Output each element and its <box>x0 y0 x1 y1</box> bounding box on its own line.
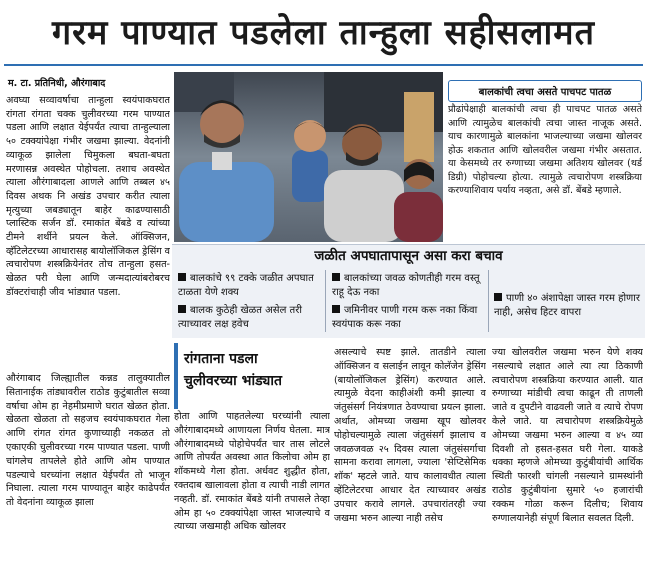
bullet-square-icon <box>178 273 186 281</box>
tip-item-2 <box>178 304 322 331</box>
bullet-square-icon <box>494 293 502 301</box>
tip-item-5 <box>494 292 642 319</box>
tip-item-3 <box>332 272 484 299</box>
article-column-3: असल्याचे स्पष्ट झाले. तातडीने त्याला ऑक्सिजन व सलाईन लावून कोलॅजेन ड्रेसिंग (बायोलॉजिकल ड्रेसिंग) करण्यात आले. त्यामुळे वेदना काहीअंशी कमी झाल्या व जंतुसंसर्ग नियंत्रणात ठेवण्याचा प्रयत्न झाला. अर्थात, ओमच्या जखमा खूप खोलवर पोहोचल्यामुळे त्याला जंतुसंसर्ग झालाच व जवळजवळ २५ दिवस त्याला जंतुसंसर्गाचा सामना करावा लागला, ज्याला 'सेप्टिसेमिक शॉक' म्हटले जाते. याच कालावधीत त्याला व्हेंटिलेटरचा आधार देत त्याच्यावर अखंड उपचार करावे लागले. उपचारांतरही ज्या जखमा भरुन आल्या नाही तसेच <box>334 347 486 524</box>
safety-tips-title: जळीत अपघातापासून असा करा बचाव <box>314 248 503 264</box>
bullet-square-icon <box>178 305 186 313</box>
tip-text: बालकांचे ९९ टक्के जळीत अपघात टाळता येणे शक्य <box>178 273 314 298</box>
headline-rule <box>4 64 643 66</box>
tip-item-1 <box>178 272 322 299</box>
bullet-square-icon <box>332 305 340 313</box>
sidebar-text: प्रौढांपेक्षाही बालकांची त्वचा ही पाचपट पातळ असते आणि त्यामुळेच बालकांची त्वचा जास्त नाजूक असते. याच कारणामुळे बालकांना भाजल्याच्या जखमा खोलवर होऊ शकतात आणि खोलवरील जखमा गंभीर असतात. या केसमध्ये तर रुग्णाच्या जखमा अतिशय खोलवर (थर्ड डिग्री) पोहोचल्या होत्या. त्यामुळे त्वचारोपण शस्त्रक्रिया करण्याशिवाय पर्याय नव्हता, असे डॉ. बेंबडे म्हणाले. <box>448 104 642 196</box>
article-column-1: अवघ्या सव्वावर्षाचा तान्हुला स्वयंपाकघरात रांगता रांगता चक्क चुलीवरच्या गरम पाण्यात पडला आणि लक्षात येईपर्यंत त्याचा तान्हुल्याला ५० टक्क्यांपेक्षा गंभीर जखमा झाल्या. वेदनांनी व्याकूळ झालेला चिमुकला बघता-बघता मरणासन्न अवस्थेत पोहोचला. तशाच अवस्थेत त्याला औरंगाबादला आणले आणि तब्बल ४५ दिवस अथक नि अखंड उपचार करीत त्याला मृत्युच्या जबड्यातून बाहेर काढण्यासाठी प्लास्टिक सर्जन डॉ. रमाकांत बेंबडे व त्यांच्या टीमने शर्थीने प्रयत्न केले. ऑक्सिजन, व्हॅटिलेटरच्या आधारासह बायोलॉजिकल ड्रेसिंग व त्वचारोपण शस्त्रक्रियेनंतर तोच तान्हुला हसत-खेळत परी घेला आणि जन्मदात्यांबरोबरच डॉक्टरांचाही जीव भांड्यात पडला. <box>6 95 170 298</box>
tips-divider-2 <box>488 270 489 332</box>
sidebar-title: बालकांची त्वचा असते पाचपट पातळ <box>448 80 642 102</box>
tips-divider-1 <box>325 270 326 332</box>
article-column-1b: औरंगाबाद जिल्ह्यातील कन्नड तालुक्यातील सितानाईक तांड्यावरील राठोड कुटुंबातील सव्वा वर्षाचा ओम हा नेहमीप्रमाणे घरात खेळत होता. खेळता खेळता तो सहजच स्वयंपाकघरात गेला आणि रांगत रांगत कुणाच्याही नकळत तो एकाएकी चुलीवरच्या गरम पाण्यात पडला. पाणी चांगलेच तापलेले होते आणि ओम पाण्यात पडल्याचे घरच्यांना लक्षात येईपर्यंत तो भाजून निघाला. त्याला गरम पाण्यातून बाहेर काढेपर्यंत तो वेदनांना व्याकूळ झाला <box>6 373 170 509</box>
bullet-square-icon <box>332 273 340 281</box>
tip-text: जमिनीवर पाणी गरम करू नका किंवा स्वयंपाक करू नका <box>332 305 478 330</box>
headline: गरम पाण्यात पडलेला तान्हुला सहीसलामत <box>52 13 595 53</box>
article-column-4: ज्या खोलवरील जखमा भरुन येणे शक्य नसल्याचे लक्षात आले त्या त्या ठिकाणी त्वचारोपण शस्त्रक्रिया करण्यात आली. यात रुग्णाच्या मांडीची त्वचा काढून ती ताणली जाते व दुपटीने वाढवली जाते व त्याचे रोपण केले जाते. या त्वचारोपण शस्त्रक्रियेमुळे ओमच्या जखमा भरुन आल्या व ४५ व्या दिवशी तो हसत-हसत घरी गेला. याकडे धक्का म्हणजे ओमच्या कुटुंबीयांची आर्थिक स्थिती फारशी चांगली नसल्याने ग्रामस्थांनी राठोड कुटुंबीयांना सुमारे ५० हजारांची रक्कम गोळा करून दिलीच; शिवाय रुग्णालयानेही संपूर्ण बिलात सवलत दिली. <box>492 347 643 524</box>
article-column-2: होता आणि पाहतलेल्या घरच्यांनी त्याला औरंगाबादमध्ये आणायला निर्णय घेतला. मात्र औरंगाबादमध्ये पोहोचेपर्यंत चार तास लोटले आणि तोपर्यंत अवस्था आत किलोचा ओम हा शॉकमध्ये गेला होता. अर्धवट शुद्धीत होता, रक्तदाब खालावला होता व त्याची नाडी लागत नव्हती. डॉ. रमाकांत बेंबडे यांनी तपासले तेव्हा ओम हा ५० टक्क्यांपेक्षा जास्त भाजल्याचे व त्याच्या जखमाही अधिक खोलवर <box>174 411 330 533</box>
news-photo <box>174 72 443 242</box>
tip-text: पाणी ४० अंशापेक्षा जास्त गरम होणार नाही, असेच हिटर वापरा <box>494 293 640 318</box>
tip-text: बालकांच्या जवळ कोणतीही गरम वस्तू राहू देऊ नका <box>332 273 480 298</box>
photo-illustration <box>174 72 443 242</box>
tip-text: बालक कुठेही खेळत असेल तरी त्याच्यावर लक्ष हवेच <box>178 305 302 330</box>
byline: म. टा. प्रतिनिधी, औरंगाबाद <box>8 78 106 89</box>
tip-item-4 <box>332 304 484 331</box>
subhead: रांगताना पडला चुलीवरच्या भांड्यात <box>184 351 282 389</box>
